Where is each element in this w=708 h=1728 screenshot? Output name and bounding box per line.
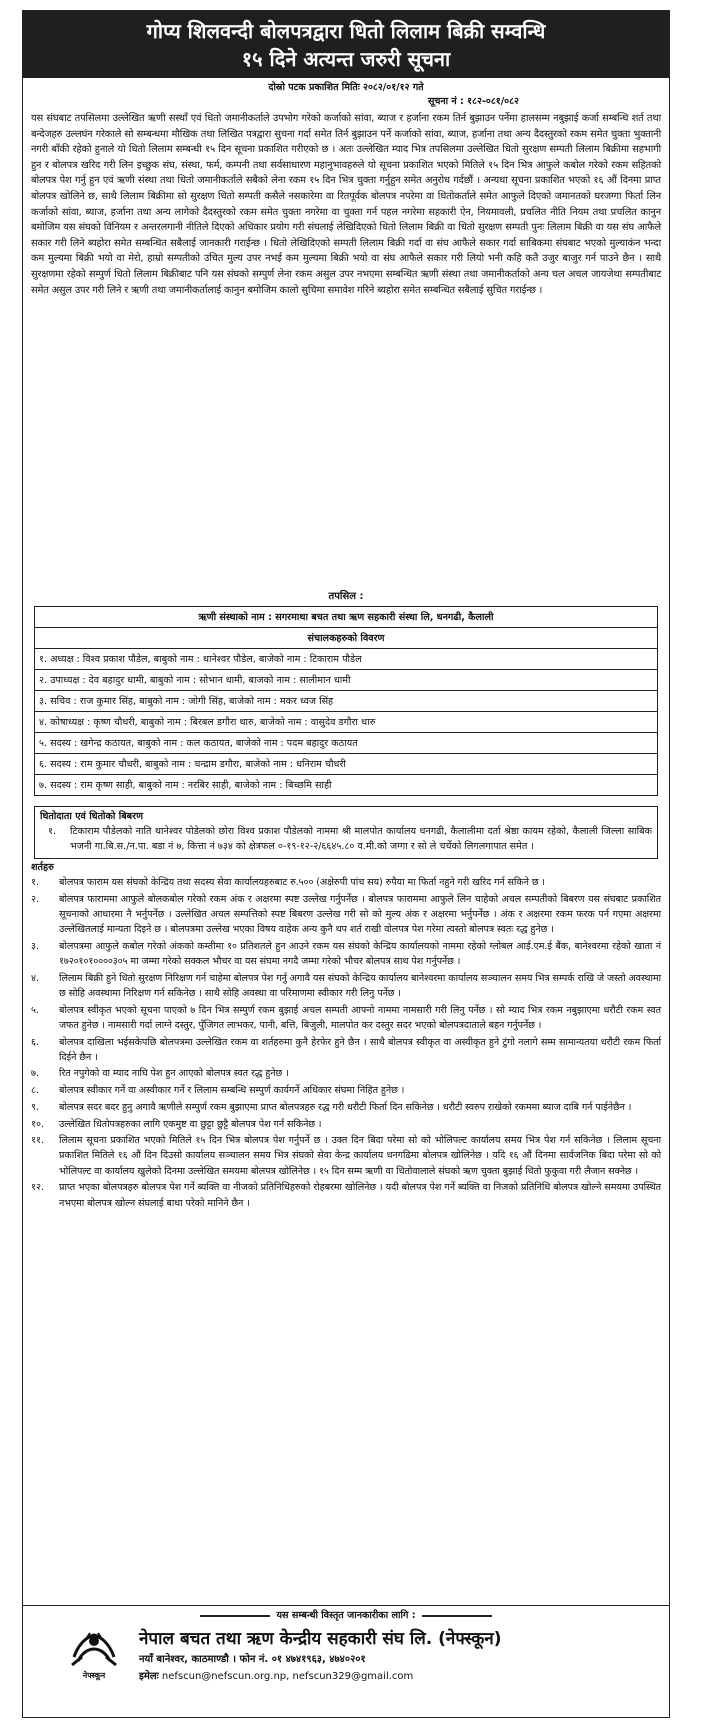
term-text: बोलपत्र फाराम यस संघको केन्द्रिय तथा सदस्य सेवा कार्यालयहरुबाट रु.५०० (अक्षेरुपी पांच सय) रुपैया मा फिर्ता नहुने गरी खरिद गर्न सकिने छ । [59, 877, 545, 888]
term-item [31, 1133, 661, 1179]
term-item [31, 1180, 661, 1210]
collateral-num: १. [48, 826, 57, 837]
director-row: ७. सदस्य : राम कृष्ण साही, बाबुको नाम : नरबिर साही, बाजेको नाम : बिच्छमि साही [35, 775, 658, 796]
term-num: ६. [31, 1036, 40, 1048]
director-row: ५. सदस्य : खगेन्द्र कठायत, बाबुको नाम : कल कठायत, बाजेको नाम : पदम बहादुर कठायत [35, 733, 658, 754]
term-text: बोलपत्र स्वीकार गर्ने वा अस्वीकार गर्ने र लिलाम सम्बन्धि सम्पुर्ण कार्यगर्ने अधिकार संघमा निहित हुनेछ । [59, 1085, 405, 1097]
org-address: नयाँ बानेश्वर, काठमाण्डौ । फोन नं. ०१ ४७४१९६३, ४७४०२०१ [139, 1654, 366, 1665]
term-item [31, 875, 661, 890]
director-row: १. अध्यक्ष : विश्व प्रकाश पौडेल, बाबुको नाम : थानेश्वर पौडेल, बाजेको नाम : टिकाराम पौडेल [35, 649, 658, 670]
org-details [125, 1627, 661, 1685]
term-text: लिलाम सूचना प्रकाशित भएको मितिले १५ दिन भित्र बोलपत्र पेश गर्नुपर्ने छ । उक्त दिन बिदा परेमा सो को भोलिपल्ट कार्यालय समय भित्र पेश गर्न सकिनेछ । लिलाम सूचना प्रकाशित मितिले १६ औं दिन दिउसो कार्यालय सञ्चालन समय भित्र संघको सेवा केन्द्र कार्यालय धनगढिमा बोलपत्र खोलिनेछ । यदि १६ औं दिनमा सार्वजनिक बिदा परेमा सो को भोलिपल्ट वा कार्यालय खुलेको दिनमा उल्लेखित समयमा बोलपत्र खोलिनेछ । १५ दिन सम्म ऋणी वा धितोवालाले संघको ऋण चुक्ता बुझाई धितो फुकुवा गरी लैजान सक्नेछ । [59, 1135, 661, 1177]
term-item [31, 1117, 661, 1132]
term-num: १२. [31, 1182, 45, 1194]
term-item [31, 1003, 661, 1033]
director-row: ३. सचिव : राज कुमार सिंह, बाबुको नाम : जोगी सिंह, बाजेको नाम : मकर ध्वज सिंह [35, 691, 658, 712]
info-bar [23, 1609, 669, 1623]
term-text: रित नपुगेको वा म्याद नाघि पेश हुन आएको बोलपत्र स्वत रद्ध हुनेछ । [59, 1068, 289, 1080]
collateral-box [34, 806, 658, 859]
hands-logo-icon [68, 1627, 120, 1671]
term-item [31, 1035, 661, 1065]
term-item [31, 1066, 661, 1081]
directors-heading: संचालकहरुको विवरण [35, 628, 658, 649]
borrower-table [34, 606, 658, 796]
term-num: १. [31, 877, 40, 888]
info-label: यस सम्बन्धी विस्तृत जानकारीका लागि : [276, 1610, 416, 1621]
divider [422, 1615, 492, 1617]
org-email [139, 1668, 661, 1685]
term-num: ११. [31, 1135, 45, 1147]
notice-page [22, 10, 670, 1718]
org-block [23, 1623, 669, 1685]
notice-subtitle: १५ दिने अत्यन्त जरुरी सूचना [241, 47, 451, 71]
published-date: दोस्रो पटक प्रकाशित मितिः २०८२/०१/१२ गते [268, 82, 424, 93]
term-num: ९. [31, 1101, 40, 1113]
term-item [31, 1083, 661, 1098]
term-text: उल्लेखित धितोपत्रहरुका लागि एकमुष्ट वा छुट्टा छुट्टै बोलपत्र पेश गर्न सकिनेछ । [59, 1118, 322, 1130]
term-item [31, 1100, 661, 1115]
term-text: बोलपत्र दाखिला भईसकेपछि बोलपत्रमा उल्लेखित रकम वा शर्तहरुमा कुनै हेरफेर हुने छैन । साथै बोलपत्र स्वीकृत वा अस्वीकृत हुने टुंगो नलागे सम्म सामान्यतया धरौटी रकम फिर्ता दिईने छैन । [59, 1036, 661, 1063]
terms-heading: शर्तहरु [31, 862, 54, 873]
term-num: २. [31, 893, 40, 905]
divider [200, 1615, 270, 1617]
term-text: बोलपत्र स्वीकृत भएको सूचना पाएको ७ दिन भित्र सम्पुर्ण रकम बुझाई अचल सम्पती आफ्नो नाममा नामसारी गरी लिनु पर्नेछ । सो म्याद भित्र रकम नबुझाएमा धरौटी रकम स्वत जफत हुनेछ । नामसारी गर्दा लाग्ने दस्तुर, पुँजिगत लाभकर, पानी, बत्ति, बिजुली, मालपोत कर दस्तुर सदर भएको बोलपत्रदाताले बहन गर्नुपर्नेछ । [59, 1004, 661, 1031]
term-item [31, 939, 661, 969]
term-num: ४. [31, 972, 40, 984]
term-text: बोलपत्र फाराममा आफुले बोलकबोल गरेको रकम अंक र अक्षरमा स्पष्ट उल्लेख गर्नुपर्नेछ । बोलपत्र फाराममा आफुले लिन चाहेको अचल सम्पतीको बिबरण यस संघबाट प्रकाशित सूचनाको आधारमा नै भर्नुपर्नेछ । उल्लेखित अचल सम्पत्तिको स्पष्ट बिबरण उल्लेख गरी सो को मुल्य अंक र अक्षरमा भर्नुपर्नेछ । अंक र अक्षरमा रकम फरक पर्न गएमा अक्षरमा उल्लेखितलाई मान्यता दिइने छ । बोलपत्रमा उल्लेख भएका विषय वाहेक अन्य कुनै थप शर्त राखी वोलपत्र पेश गरेमा त्यस्तो बोलपत्र स्वतः रद्ध हुनेछ । [59, 893, 661, 936]
notice-number: सूचना नं : १८२-०८१/०८२ [427, 96, 519, 107]
terms-section [23, 859, 669, 1211]
term-text: बोलपत्र सदर बदर हुनु अगावै ऋणीले सम्पुर्ण रकम बुझाएमा प्राप्त बोलपत्रहरु रद्ध गरी धरौटी फिर्ता दिन सकिनेछ । धरौटी स्वरुप राखेको रकममा ब्याज दाबि गर्न पाईनेछैन । [59, 1101, 632, 1113]
collateral-item [40, 824, 652, 854]
term-text: बोलपत्रमा आफुले कबोल गरेको अंकको कम्तीमा १० प्रतिशतले हुन आउने रकम यस संघको केन्द्रिय कार्यालयको नाममा रहेको ग्लोबल आई.एम.ई बैंक, बानेश्वरमा रहेको खाता नं १७२०१०१००००३०५ मा जम्मा गरेको सक्कल भौचर वा यस संघमा नगदै जम्मा गरेको भौचर बोलपत्र साथ पेश गर्नुपर्नेछ । [59, 940, 661, 968]
term-item [31, 892, 661, 938]
logo-caption: नेफ्स्कून [82, 1671, 106, 1680]
director-row: ६. सदस्य : राम कुमार चौधरी, बाबुको नाम : चन्द्राम डगौरा, बाजेको नाम : धनिराम चौधरी [35, 754, 658, 775]
director-row: ४. कोषाध्यक्ष : कृष्ण चौधरी, बाबुको नाम : बिरबल डगौरा थारु, बाजेको नाम : वासुदेव डगौरा थारु [35, 712, 658, 733]
notice-title: गोप्य शिलवन्दी बोलपत्रद्वारा धितो लिलाम बिक्री सम्वन्धि [146, 19, 546, 43]
term-num: ७. [31, 1068, 40, 1080]
term-num: ३. [31, 940, 40, 952]
nefscun-logo [63, 1627, 125, 1681]
term-num: १०. [31, 1118, 45, 1130]
notice-body: यस संघबाट तपसिलमा उल्लेखित ऋणी सस्थाँ एवं धितो जमानीकर्ताले उपभोग गरेको कर्जाको सांवा, ब्याज र हर्जाना रकम तिर्न बुझाउन पर्नेमा हालसम्म नबुझाई कर्जा सम्बन्धि शर्त तथा बन्देजहरु उल्लघंन गरेकाले सो सम्बन्धमा मौखिक तथा लिखित पत्रद्वारा सुचना गर्दा समेत तिर्न बुझाउन पर्ने कर्जाको सांवा, ब्याज, हर्जाना तथा अन्य दैदस्तुरको रकम समेत चुक्ता भुक्तानी नगरी बाँकी रहेको हुनाले यो धितो लिलाम सम्बन्धी १५ दिन सूचना प्रकाशित गरीएको छ । अतः उल्लेखित म्याद भित्र तपसिलमा उल्लेखित धितो सुरक्षण सम्पती लिलाम बिक्रीमा सहभागी हुन र बोलपत्र खरिद गरी लिन इच्छुक संघ, संस्था, फर्म, कम्पनी तथा सर्वसाधारण महानुभावहरुले यो सूचना प्रकाशित भएको मितिले १५ दिन भित्र आफुले कबोल गरेको रकम सहितको बोलपत्र पेश गर्नु हुन एवं ऋणी संस्था तथा धितो जमानीकर्ताले सबैको लेना रकम १५ दिन भित्र चुक्ता गर्नुहुन समेत अनुरोध गर्दछौं । अन्यथा सूचना प्रकाशित भएको १६ औं दिनमा प्राप्त बोलपत्र खोलिने छ, साथै लिलाम बिक्रीमा सो सुरक्षण धितो सम्पती कसैले नसकारेमा वा रितपूर्वक बोलपत्र नपरेमा वा धितोकर्ताले समेत आफुले दिएको जमानतको घरजग्गा फिर्ता लिन कर्जाको सांवा, ब्याज, हर्जाना तथा अन्य लागेको दैदस्तुरको रकम समेत चुक्ता नगरेमा वा चुक्ता गर्न पहल नगरेमा सहकारी ऐन, नियमावली, प्रचलित नीति नियम तथा प्रचलित कानुन बमोजिम यस संघको विनियम र अन्तरलगानी नीतिले दिएको अधिकार प्रयोग गरी संघलाई लेखिदिएको धितो लिलाम बिक्री वा धितो सुरक्षण सम्पती पुनः लिलाम बिक्री वा यस संघ आफैले सकार गरी लिने ब्यहोरा समेत सम्बन्धित सबैलाई जानकारी गराईन्छ । धितो लेखिदिएको सम्पती लिलाम बिक्री गर्दा वा संघ आफैले सकार गर्दा साबिकमा संघबाट भएको मुल्याकंन भन्दा कम मुल्यमा बिक्री भयो वा मेरो, हाम्रो सम्पतीको उचित मुल्य उपर नभई कम मुल्यमा बिक्री भयो वा संघ आफैले सकार गरी लियो भनी कहि कतै उजुर बाजुर गर्न पाउने छैन । साथै सुरक्षणमा रहेको सम्पुर्ण धितो लिलाम बिक्रीबाट पनि यस संघको सम्पुर्ण लेना रकम असुल उपर नभएमा सम्बन्धित ऋणी संस्था तथा जमानीकर्ताको अन्य चल अचल जायजेथा सम्पतीबाट समेत असुल उपर गरी लिने र ऋणी तथा जमानीकर्तालाई कानुन बमोजिम कालो सुचिमा समावेश गरिने ब्यहोरा समेत सम्बन्धित सबैलाई सुचित गराईन्छ । [31, 113, 661, 296]
email-value: nefscun@nefscun.org.np, nefscun329@gmail.com [161, 1671, 414, 1682]
footer [23, 1605, 669, 1717]
notice-header [23, 11, 669, 78]
collateral-heading: धितोदाता एवं धितोको बिबरण [40, 811, 144, 822]
schedule-label: तपसिल : [328, 591, 364, 602]
term-text: लिलाम बिक्री हुने धितो सुरक्षण निरिक्षण गर्न चाहेमा बोलपत्र पेश गर्नु अगावै यस संघको केन्द्रिय कार्यालय बानेश्वरमा कार्यालय सञ्चालन समय भित्र सम्पर्क राखि जे जस्तो अवस्थामा छ सोहि अवस्थामा निरिक्षण गर्न सकिनेछ । साथै सोहि अवस्था वा परिमाणमा स्वीकार गरी लिनु पर्नेछ । [59, 972, 661, 999]
collateral-text: टिकाराम पौडेलको नाति थानेश्वर पोडेलको छोरा विश्व प्रकाश पौडेलको नाममा श्री मालपोत कार्यालय धनगढी, कैलालीमा दर्ता श्रेष्ठा कायम रहेको, कैलाली जिल्ला साबिक भजनी गा.बि.स./न.पा. बडा नं ७, कित्ता नं ७३४ को क्षेत्रफल ०-१९-१२-२/६६४५.८० व.मी.को जग्गा र सो ले चर्चेको लिगलगापात समेत । [70, 826, 652, 852]
term-text: प्राप्त भएका बोलपत्रहरु बोलपत्र पेश गर्ने ब्यक्ति वा नीजको प्रतिनिधिहरुको रोहबरमा खोलिनेछ । यदी बोलपत्र पेश गर्ने ब्यक्ति वा निजको प्रतिनिधि बोलपत्र खोल्ने समयमा उपस्थित नभएमा बोलपत्र खोल्न संघलाई बाधा परेको मानिने छैन । [59, 1182, 661, 1209]
term-item [31, 971, 661, 1001]
term-num: ८. [31, 1085, 40, 1097]
email-label: इमेलः [139, 1671, 159, 1682]
org-name: नेपाल बचत तथा ऋण केन्द्रीय सहकारी संघ लि. (नेफ्स्कून) [139, 1629, 502, 1649]
director-row: २. उपाध्यक्ष : देव बहादुर धामी, बाबुको नाम : सोभान धामी, बाजको नाम : सालीमान धामी [35, 670, 658, 691]
borrower-name: ऋणी संस्थाको नाम : सगरमाथा बचत तथा ऋण सहकारी संस्था लि, धनगढी, कैलाली [35, 607, 658, 628]
term-num: ५. [31, 1004, 40, 1016]
